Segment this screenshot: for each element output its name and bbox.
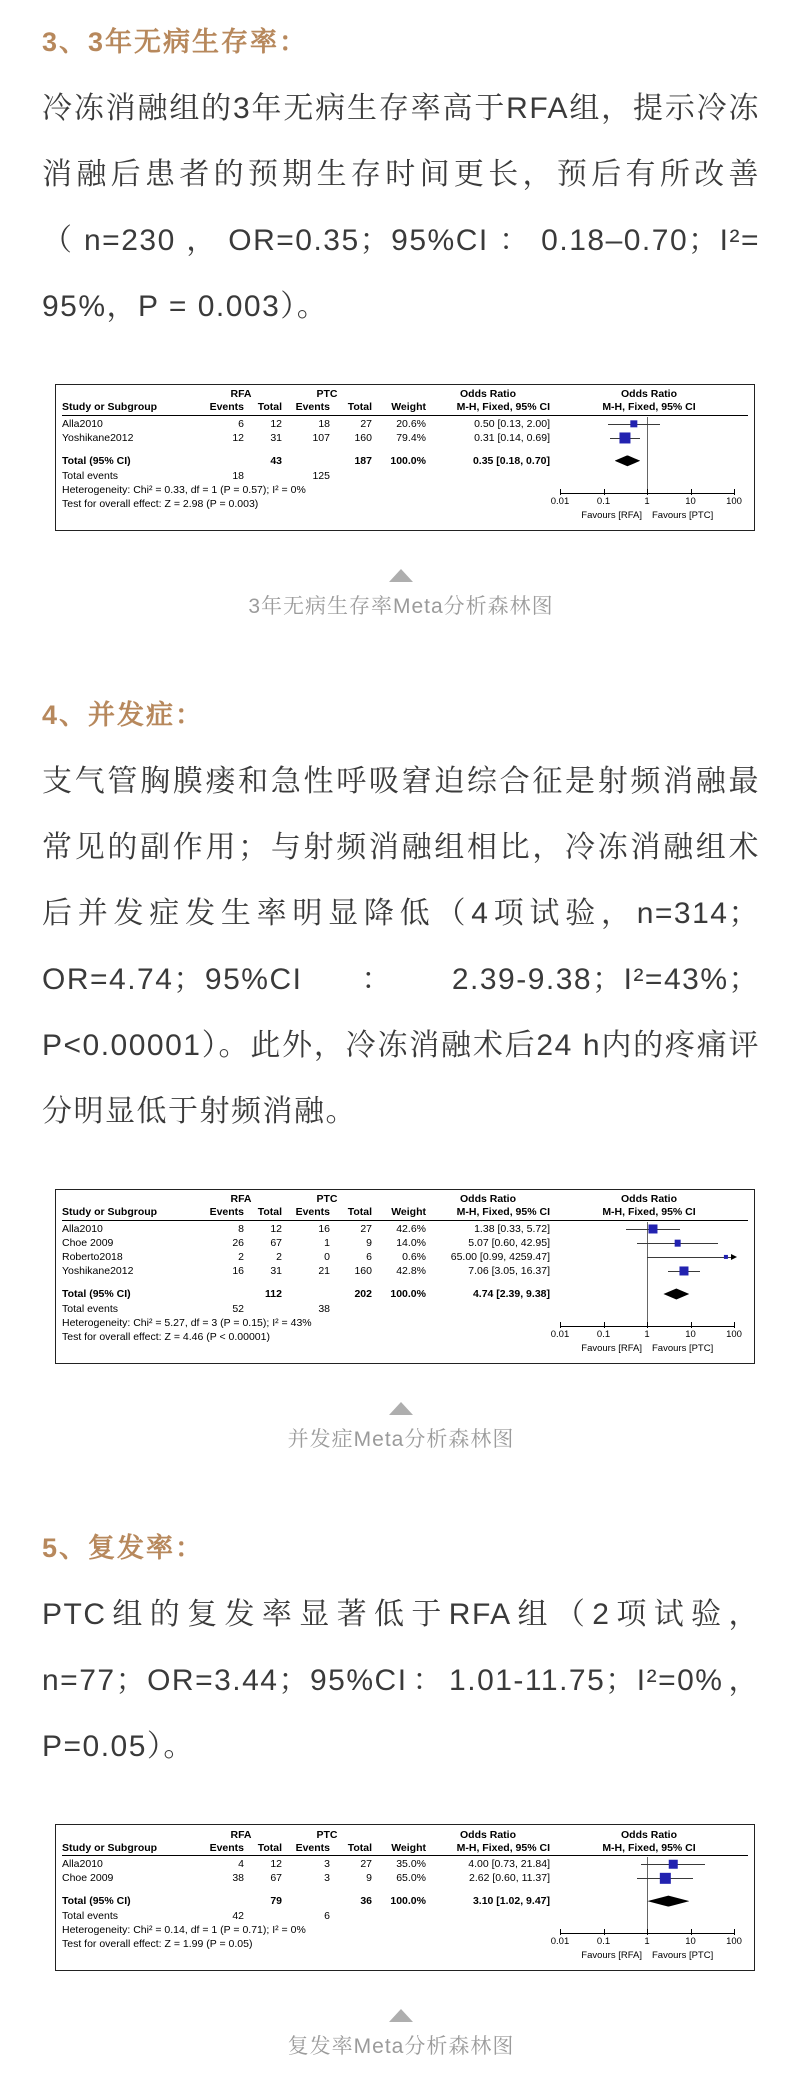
forest-plot-cell [550, 1923, 748, 1937]
axis-tick [647, 1929, 648, 1935]
odds-ratio-header: Odds Ratio [459, 1828, 516, 1841]
g2-events: 3 [324, 1872, 330, 1885]
g2-events: 3 [324, 1858, 330, 1871]
section-heading: 3、3年无病生存率： [42, 27, 309, 57]
g2-total-events: 6 [324, 1910, 330, 1923]
forest-total-row [62, 1893, 748, 1909]
odds-ratio-header: Odds Ratio [459, 1193, 516, 1206]
no-effect-line [647, 445, 648, 453]
study-name: Choe 2009 [62, 1236, 114, 1249]
odds-ratio-plot-header: Odds Ratio [620, 1828, 677, 1841]
heterogeneity-text: Heterogeneity: Chi² = 0.14, df = 1 (P = 0.71); I² = 0% [62, 1924, 306, 1937]
forest-study-row [62, 1236, 748, 1250]
total-or-ci-label: 4.74 [2.39, 9.38] [472, 1287, 550, 1300]
axis-tick [560, 1929, 561, 1935]
or-ci-label: 5.07 [0.60, 42.95] [468, 1236, 550, 1249]
g2-grand-total: 202 [354, 1287, 372, 1300]
no-effect-line [647, 1885, 648, 1893]
study-name: Choe 2009 [62, 1872, 114, 1885]
g1-total: 2 [276, 1250, 282, 1263]
g2-events: 16 [318, 1222, 330, 1235]
method-plot-header: M-H, Fixed, 95% CI [602, 1206, 696, 1219]
g2-total: 160 [354, 431, 372, 444]
axis-tick-label: 10 [685, 1328, 696, 1340]
forest-plot-cell [550, 483, 748, 497]
g1-total: 31 [270, 431, 282, 444]
g1-events: 6 [238, 417, 244, 430]
forest-plot-cell [550, 1857, 748, 1871]
g2-total: 160 [354, 1264, 372, 1277]
or-ci-label: 65.00 [0.99, 4259.47] [450, 1250, 550, 1263]
forest-plot-cell [550, 1302, 748, 1316]
effect-square [619, 432, 630, 443]
axis-tick-label: 0.1 [596, 495, 611, 507]
collapse-triangle-icon [389, 2009, 413, 2022]
effect-square [674, 1240, 681, 1247]
study-name: Yoshikane2012 [62, 431, 134, 444]
effect-square [630, 420, 637, 427]
forest-heterogeneity-row [62, 1316, 748, 1330]
figure-caption: 并发症Meta分析森林图 [287, 1427, 515, 1451]
axis-tick [691, 1322, 692, 1328]
study-header: Study or Subgroup [62, 401, 158, 414]
forest-favours-row [62, 1951, 748, 1966]
g2-total: 27 [360, 417, 372, 430]
forest-overall-effect-row [62, 1937, 748, 1951]
g1-total-events: 42 [232, 1910, 244, 1923]
forest-study-row [62, 1264, 748, 1278]
forest-plot-cell [550, 1344, 748, 1359]
no-effect-line [647, 1302, 648, 1316]
forest-plot-cell [550, 1316, 748, 1330]
effect-square [679, 1266, 688, 1275]
g1-grand-total: 79 [270, 1895, 282, 1908]
or-ci-label: 7.06 [3.05, 16.37] [468, 1264, 550, 1277]
g1-total: 31 [270, 1264, 282, 1277]
study-name: Yoshikane2012 [62, 1264, 134, 1277]
forest-plot-cell [550, 431, 748, 445]
forest-plot-cell [550, 511, 748, 526]
axis-tick [734, 489, 735, 495]
section-paragraph: PTC组的复发率显著低于RFA组（2项试验，n=77；OR=3.44；95%CI：1.01-11.75；I²=0%，P=0.05）。 [42, 1598, 760, 1764]
total-or-ci-label: 3.10 [1.02, 9.47] [472, 1895, 550, 1908]
events-header: Events [209, 1841, 244, 1854]
axis-tick [647, 489, 648, 495]
method-header: M-H, Fixed, 95% CI [456, 1841, 550, 1854]
study-name: Alla2010 [62, 417, 103, 430]
section-heading: 5、复发率： [42, 1533, 205, 1564]
g2-grand-total: 187 [354, 454, 372, 467]
forest-heterogeneity-row [62, 1923, 748, 1937]
axis-tick-label: 0.01 [550, 1936, 570, 1948]
forest-table-header [62, 388, 748, 416]
ci-arrow-right-icon [731, 1254, 737, 1260]
study-name: Roberto2018 [62, 1250, 123, 1263]
axis-tick-label: 0.1 [596, 1936, 611, 1948]
weight-value: 20.6% [396, 417, 426, 430]
forest-plot-field [560, 1264, 734, 1278]
g2-total-events: 38 [318, 1302, 330, 1315]
axis-tick [604, 1322, 605, 1328]
forest-blank-row [62, 445, 748, 453]
events-header: Events [295, 1206, 330, 1219]
forest-column-header-row [62, 1841, 748, 1854]
forest-plot-field [560, 469, 734, 483]
g2-grand-total: 36 [360, 1895, 372, 1908]
forest-overall-effect-row [62, 497, 748, 511]
forest-plot-cell [550, 417, 748, 431]
g1-events: 2 [238, 1250, 244, 1263]
odds-ratio-plot-header: Odds Ratio [620, 1193, 677, 1206]
study-name: Alla2010 [62, 1858, 103, 1871]
favours-labels [560, 1951, 734, 1962]
forest-plot-field [560, 1222, 734, 1236]
forest-plot-field [560, 417, 734, 431]
forest-group-header-row [62, 388, 748, 401]
weight-header: Weight [391, 1841, 426, 1854]
axis-tick-label: 0.01 [550, 495, 570, 507]
total-header: Total [257, 1841, 282, 1854]
weight-value: 0.6% [402, 1250, 426, 1263]
events-header: Events [295, 401, 330, 414]
axis-tick [604, 1929, 605, 1935]
forest-total-events-row [62, 1302, 748, 1316]
total-header: Total [347, 1206, 372, 1219]
odds-ratio-plot-header: Odds Ratio [620, 388, 677, 401]
method-plot-header: M-H, Fixed, 95% CI [602, 1841, 696, 1854]
forest-favours-row [62, 511, 748, 526]
forest-study-row [62, 1250, 748, 1264]
g2-events: 0 [324, 1250, 330, 1263]
forest-plot-cell [550, 1250, 748, 1264]
total-header: Total [257, 1206, 282, 1219]
forest-overall-effect-row [62, 1330, 748, 1344]
weight-value: 14.0% [396, 1236, 426, 1249]
forest-plot-field [560, 1278, 734, 1286]
forest-column-header-row [62, 1206, 748, 1219]
forest-plot-complications [55, 1189, 755, 1364]
forest-plot-cell [550, 1222, 748, 1236]
g2-events: 21 [318, 1264, 330, 1277]
summary-diamond [647, 1896, 689, 1907]
events-header: Events [295, 1841, 330, 1854]
group1-label: RFA [230, 1828, 252, 1841]
effect-square [660, 1873, 670, 1883]
g1-grand-total: 43 [270, 454, 282, 467]
favours-labels [560, 511, 734, 522]
axis-tick-label: 0.01 [550, 1328, 570, 1340]
axis-tick [734, 1322, 735, 1328]
axis-tick [604, 489, 605, 495]
weight-value: 35.0% [396, 1858, 426, 1871]
g1-events: 16 [232, 1264, 244, 1277]
effect-square [649, 1224, 658, 1233]
method-header: M-H, Fixed, 95% CI [456, 1206, 550, 1219]
forest-study-row [62, 417, 748, 431]
total-events-label: Total events [62, 1302, 119, 1315]
g1-grand-total: 112 [265, 1287, 282, 1300]
g1-total-events: 52 [232, 1302, 244, 1315]
group2-label: PTC [316, 1828, 338, 1841]
g2-events: 1 [324, 1236, 330, 1249]
or-ci-label: 0.50 [0.13, 2.00] [474, 417, 550, 430]
ci-line [647, 1257, 734, 1258]
section-paragraph: 支气管胸膜瘘和急性呼吸窘迫综合征是射频消融最常见的副作用；与射频消融组相比，冷冻消融组术后并发症发生率明显降低（4项试验，n=314；OR=4.74；95%CI：2.39-9.38；I²=43%；P<0.00001）。此外，冷冻消融术后24 h内的疼痛评分明显低于射频消融。 [42, 764, 760, 1128]
no-effect-line [647, 1909, 648, 1923]
g1-events: 4 [238, 1858, 244, 1871]
g1-events: 26 [232, 1236, 244, 1249]
figure-caption: 3年无病生存率Meta分析森林图 [248, 594, 554, 618]
section-paragraph: 冷冻消融组的3年无病生存率高于RFA组，提示冷冻消融后患者的预期生存时间更长，预后有所改善（n=230，OR=0.35；95%CI：0.18–0.70；I²= 95%，P = 0.003）。 [42, 91, 760, 323]
heterogeneity-text: Heterogeneity: Chi² = 0.33, df = 1 (P = 0.57); I² = 0% [62, 483, 306, 496]
method-plot-header: M-H, Fixed, 95% CI [602, 401, 696, 414]
odds-ratio-header: Odds Ratio [459, 388, 516, 401]
forest-plot-field [560, 511, 734, 526]
forest-blank-row [62, 1278, 748, 1286]
summary-diamond [615, 455, 641, 466]
section-recurrence [42, 1530, 760, 2061]
forest-favours-row [62, 1344, 748, 1359]
axis-tick-label: 0.1 [596, 1328, 611, 1340]
forest-plot-field [560, 431, 734, 445]
collapse-triangle-icon [389, 1402, 413, 1415]
forest-plot-cell [550, 497, 748, 511]
total-weight: 100.0% [390, 454, 426, 467]
forest-plot-cell [550, 1278, 748, 1286]
forest-plot-cell [550, 1264, 748, 1278]
g2-total: 27 [360, 1858, 372, 1871]
g1-total: 67 [270, 1872, 282, 1885]
forest-plot-cell [550, 1330, 748, 1344]
favours-labels [560, 1344, 734, 1355]
or-ci-label: 4.00 [0.73, 21.84] [468, 1858, 550, 1871]
forest-group-header-row [62, 1828, 748, 1841]
forest-plot-field [560, 1344, 734, 1359]
forest-plot-cell [550, 445, 748, 453]
axis-tick-label: 100 [726, 495, 742, 507]
forest-blank-row [62, 1885, 748, 1893]
g2-total: 6 [366, 1250, 372, 1263]
forest-plot-recurrence [55, 1824, 755, 1971]
forest-study-row [62, 431, 748, 445]
favours-left-label: Favours [RFA] [581, 509, 642, 521]
forest-plot-field [560, 1250, 734, 1264]
method-header: M-H, Fixed, 95% CI [456, 401, 550, 414]
study-header: Study or Subgroup [62, 1206, 158, 1219]
forest-plot-cell [550, 1885, 748, 1893]
section-complications [42, 697, 760, 1454]
g2-events: 18 [318, 417, 330, 430]
section-heading: 4、并发症： [42, 700, 205, 731]
events-header: Events [209, 1206, 244, 1219]
favours-left-label: Favours [RFA] [581, 1342, 642, 1354]
axis-tick-label: 10 [685, 1936, 696, 1948]
weight-header: Weight [391, 401, 426, 414]
group1-label: RFA [230, 388, 252, 401]
total-header: Total [347, 1841, 372, 1854]
forest-plot-field [560, 483, 734, 497]
g1-events: 12 [232, 431, 244, 444]
forest-total-row [62, 453, 748, 469]
axis-tick [560, 1322, 561, 1328]
weight-value: 42.8% [396, 1264, 426, 1277]
forest-plot-3yr-dfs [55, 384, 755, 531]
axis-tick-label: 100 [726, 1936, 742, 1948]
weight-value: 42.6% [396, 1222, 426, 1235]
no-effect-line [647, 1278, 648, 1286]
forest-plot-field [550, 495, 742, 511]
forest-table-header [62, 1193, 748, 1221]
favours-right-label: Favours [PTC] [652, 1950, 714, 1962]
axis-tick-label: 10 [685, 495, 696, 507]
or-ci-label: 0.31 [0.14, 0.69] [474, 431, 550, 444]
summary-diamond [663, 1288, 689, 1299]
figure-caption: 复发率Meta分析森林图 [287, 2035, 515, 2059]
weight-value: 65.0% [396, 1872, 426, 1885]
total-label: Total (95% CI) [62, 1287, 131, 1300]
heterogeneity-text: Heterogeneity: Chi² = 5.27, df = 3 (P = 0.15); I² = 43% [62, 1316, 312, 1329]
forest-plot-cell [550, 1909, 748, 1923]
g2-total: 9 [366, 1872, 372, 1885]
forest-plot-field [560, 1893, 734, 1909]
axis-tick-label: 1 [644, 1328, 650, 1340]
forest-table-header [62, 1828, 748, 1856]
forest-plot-field [560, 1286, 734, 1302]
overall-effect-text: Test for overall effect: Z = 1.99 (P = 0.05) [62, 1938, 253, 1951]
axis-tick [647, 1322, 648, 1328]
group2-label: PTC [316, 1193, 338, 1206]
forest-total-events-row [62, 469, 748, 483]
forest-plot-field [560, 1909, 734, 1923]
favours-right-label: Favours [PTC] [652, 509, 714, 521]
study-header: Study or Subgroup [62, 1841, 158, 1854]
axis-tick [734, 1929, 735, 1935]
axis-tick-label: 100 [726, 1328, 742, 1340]
g2-total: 9 [366, 1236, 372, 1249]
favours-right-label: Favours [PTC] [652, 1342, 714, 1354]
forest-plot-cell [550, 1286, 748, 1302]
overall-effect-text: Test for overall effect: Z = 2.98 (P = 0.003) [62, 497, 259, 510]
forest-plot-field [560, 1923, 734, 1937]
g2-events: 107 [312, 431, 330, 444]
forest-study-row [62, 1857, 748, 1871]
forest-total-row [62, 1286, 748, 1302]
group2-label: PTC [316, 388, 338, 401]
g1-total: 12 [270, 417, 282, 430]
collapse-triangle-icon [389, 569, 413, 582]
g1-total: 67 [270, 1236, 282, 1249]
forest-plot-field [560, 1871, 734, 1885]
favours-left-label: Favours [RFA] [581, 1950, 642, 1962]
total-header: Total [347, 401, 372, 414]
forest-plot-cell [550, 1236, 748, 1250]
g1-events: 8 [238, 1222, 244, 1235]
g1-total: 12 [270, 1858, 282, 1871]
forest-plot-field [560, 1302, 734, 1316]
total-weight: 100.0% [390, 1895, 426, 1908]
forest-plot-field [550, 1936, 742, 1951]
forest-group-header-row [62, 1193, 748, 1206]
axis-tick [560, 489, 561, 495]
no-effect-line [647, 453, 648, 469]
total-label: Total (95% CI) [62, 454, 131, 467]
forest-plot-field [560, 1236, 734, 1250]
total-label: Total (95% CI) [62, 1895, 131, 1908]
axis-tick-label: 1 [644, 1936, 650, 1948]
forest-plot-field [560, 1885, 734, 1893]
or-ci-label: 1.38 [0.33, 5.72] [474, 1222, 550, 1235]
g2-total: 27 [360, 1222, 372, 1235]
axis-tick [691, 489, 692, 495]
total-events-label: Total events [62, 469, 119, 482]
forest-plot-field [560, 453, 734, 469]
forest-plot-cell [550, 1893, 748, 1909]
g1-total-events: 18 [232, 469, 244, 482]
forest-plot-cell [550, 1871, 748, 1885]
or-ci-label: 2.62 [0.60, 11.37] [469, 1872, 550, 1885]
forest-plot-field [560, 1857, 734, 1871]
g1-events: 38 [232, 1872, 244, 1885]
section-3yr-dfs [42, 24, 760, 621]
no-effect-line [647, 1286, 648, 1302]
group1-label: RFA [230, 1193, 252, 1206]
no-effect-line [647, 1264, 648, 1278]
forest-plot-cell [550, 453, 748, 469]
g2-total-events: 125 [312, 469, 330, 482]
g1-total: 12 [270, 1222, 282, 1235]
events-header: Events [209, 401, 244, 414]
effect-square [724, 1255, 728, 1259]
forest-plot-cell [550, 469, 748, 483]
forest-plot-field [560, 445, 734, 453]
forest-plot-field [560, 1316, 734, 1330]
forest-study-row [62, 1222, 748, 1236]
total-header: Total [257, 401, 282, 414]
axis-tick [691, 1929, 692, 1935]
forest-plot-cell [550, 1937, 748, 1951]
effect-square [669, 1860, 678, 1869]
forest-study-row [62, 1871, 748, 1885]
forest-total-events-row [62, 1909, 748, 1923]
forest-plot-cell [550, 1951, 748, 1966]
weight-header: Weight [391, 1206, 426, 1219]
overall-effect-text: Test for overall effect: Z = 4.46 (P < 0.00001) [62, 1330, 270, 1343]
no-effect-line [647, 469, 648, 483]
weight-value: 79.4% [396, 431, 426, 444]
forest-plot-field [550, 1328, 742, 1344]
total-events-label: Total events [62, 1910, 119, 1923]
total-weight: 100.0% [390, 1287, 426, 1300]
total-or-ci-label: 0.35 [0.18, 0.70] [472, 454, 550, 467]
study-name: Alla2010 [62, 1222, 103, 1235]
forest-heterogeneity-row [62, 483, 748, 497]
forest-plot-field [560, 1951, 734, 1966]
no-effect-line [647, 431, 648, 445]
axis-tick-label: 1 [644, 495, 650, 507]
forest-column-header-row [62, 401, 748, 414]
